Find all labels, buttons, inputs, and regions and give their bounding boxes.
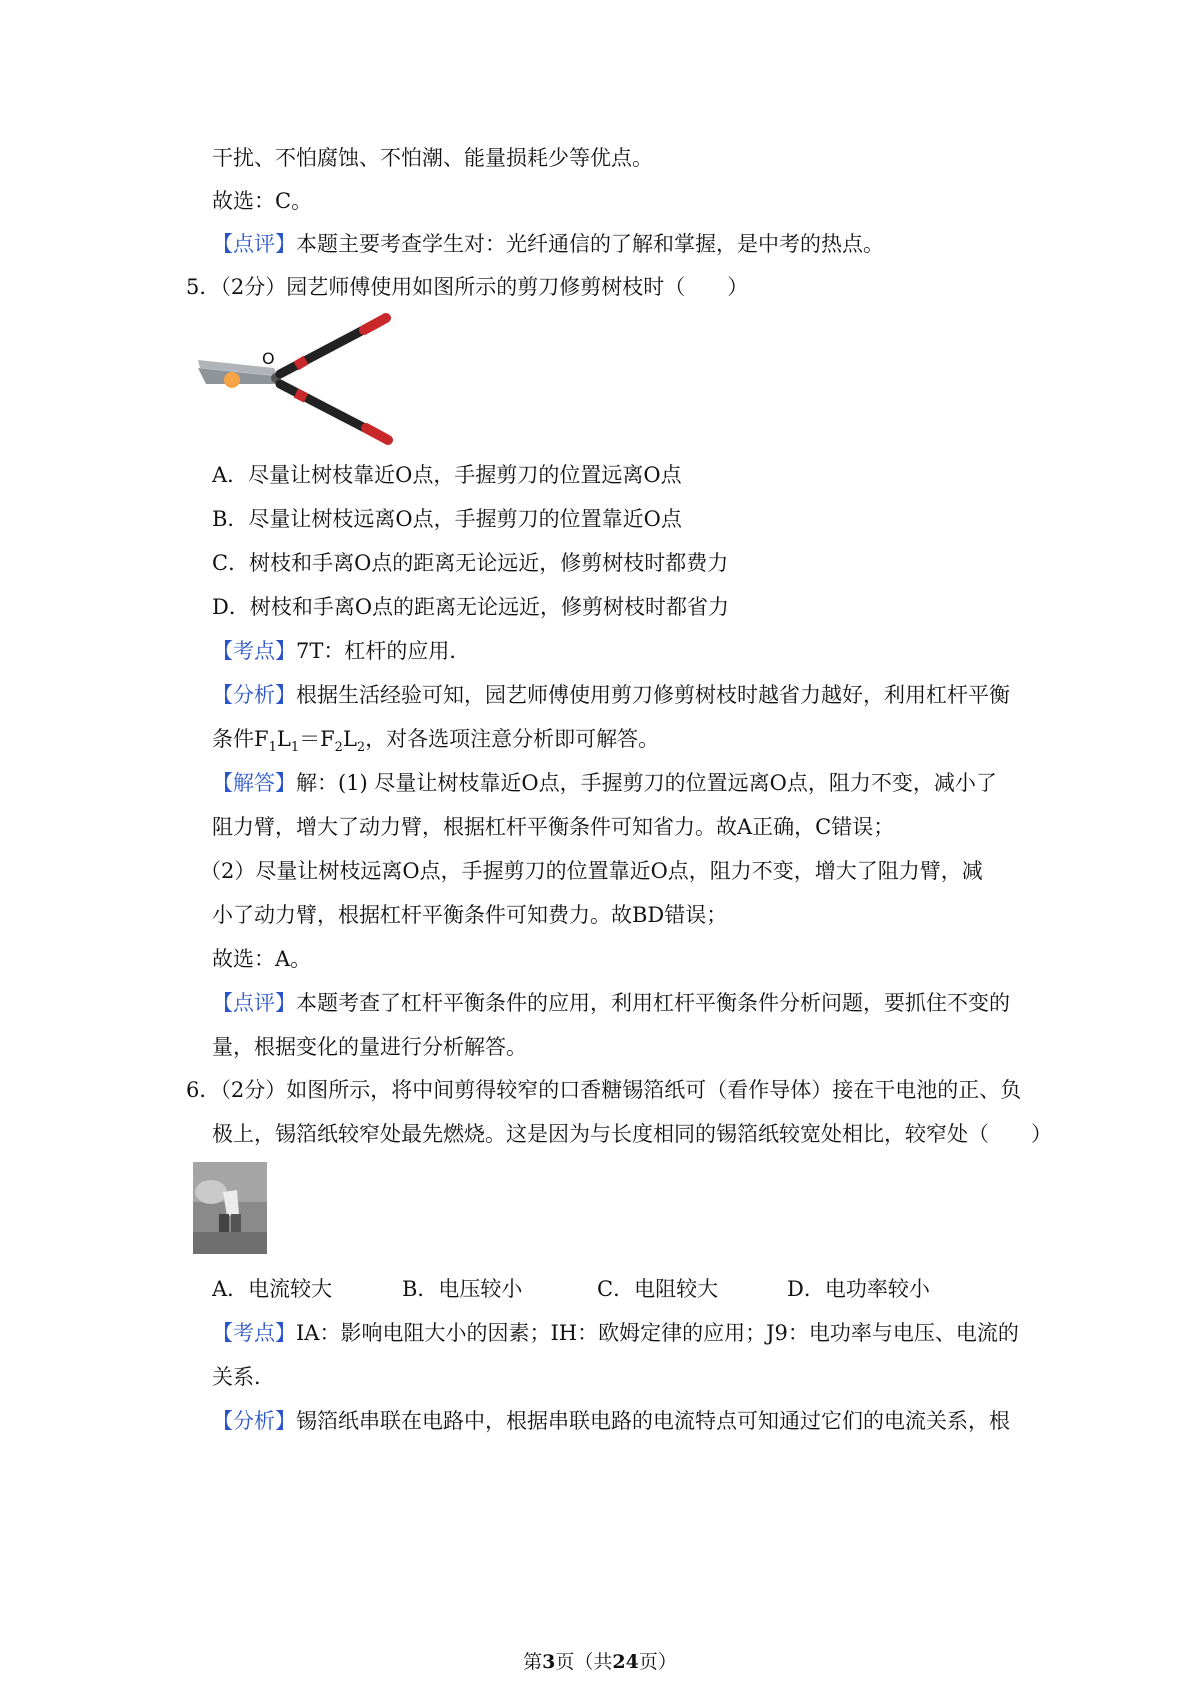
footer-pre: 第	[523, 1651, 543, 1673]
q5-dianping-line-2: 量，根据变化的量进行分析解答。	[212, 1035, 527, 1059]
comment-text: 本题主要考查学生对：光纤通信的了解和掌握，是中考的热点。	[296, 232, 884, 256]
formula-sub: 1	[268, 740, 277, 755]
formula-part: 条件F	[212, 727, 269, 751]
q6-option-a: A．电流较大	[212, 1277, 333, 1301]
fenxi-tag: 【分析】	[212, 683, 296, 707]
kaodian-tag: 【考点】	[212, 639, 296, 663]
formula-sub: 2	[356, 740, 366, 755]
q5-jieda-line-2: 阻力臂，增大了动力臂，根据杠杆平衡条件可知省力。故A正确，C错误；	[212, 815, 895, 839]
figure-label-o: O	[262, 349, 275, 368]
q5-fenxi-line-1	[212, 680, 1032, 710]
footer-mid: 页（共	[555, 1651, 613, 1673]
fenxi-text: 根据生活经验可知，园艺师傅使用剪刀修剪树枝时越省力越好，利用杠杆平衡	[296, 683, 1010, 707]
q5-kaodian	[212, 636, 1032, 666]
question-5-stem: 5．（2分）园艺师傅使用如图所示的剪刀修剪树枝时（ ）	[186, 275, 749, 299]
page-footer	[0, 1647, 1200, 1674]
jieda-tag: 【解答】	[212, 771, 296, 795]
q5-dianping-line-1	[212, 988, 1032, 1018]
comment-tag: 【点评】	[212, 232, 296, 256]
foil-photo	[193, 1162, 267, 1254]
question-6-stem-2: 极上，锡箔纸较窄处最先燃烧。这是因为与长度相同的锡箔纸较宽处相比，较窄处（ ）	[212, 1122, 1052, 1146]
q5-jieda-line-1	[212, 768, 1032, 798]
formula-part: L	[276, 727, 291, 751]
formula-part: ，对各选项注意分析即可解答。	[365, 727, 660, 751]
formula-part: ＝F	[299, 727, 335, 751]
q6-options	[212, 1274, 1032, 1304]
formula-sub: 1	[290, 740, 300, 755]
footer-post: 页）	[638, 1651, 677, 1673]
q5-jieda-line-4: 小了动力臂，根据杠杆平衡条件可知费力。故BD错误；	[212, 903, 728, 927]
q6-fenxi-line-1	[212, 1406, 1032, 1436]
fenxi-tag: 【分析】	[212, 1409, 296, 1433]
kaodian-text: 7T：杠杆的应用．	[296, 639, 471, 663]
kaodian-text: IA：影响电阻大小的因素；IH：欧姆定律的应用；J9：电功率与电压、电流的	[296, 1321, 1019, 1345]
intro-line-1: 干扰、不怕腐蚀、不怕潮、能量损耗少等优点。	[212, 146, 653, 170]
q6-option-b: B．电压较小	[402, 1277, 523, 1301]
q5-option-b: B．尽量让树枝远离O点，手握剪刀的位置靠近O点	[212, 507, 682, 531]
q6-option-c: C．电阻较大	[597, 1277, 719, 1301]
fenxi-text: 锡箔纸串联在电路中，根据串联电路的电流特点可知通过它们的电流关系，根	[296, 1409, 1010, 1433]
total-pages: 24	[612, 1651, 639, 1673]
q5-answer: 故选：A。	[212, 947, 312, 971]
shears-figure	[196, 310, 396, 450]
jieda-text: 解：(1) 尽量让树枝靠近O点，手握剪刀的位置远离O点，阻力不变，减小了	[296, 771, 997, 795]
q6-kaodian-line-2: 关系．	[212, 1365, 275, 1389]
q5-option-c: C．树枝和手离O点的距离无论远近，修剪树枝时都费力	[212, 551, 729, 575]
question-6-stem-1: 6．（2分）如图所示，将中间剪得较窄的口香糖锡箔纸可（看作导体）接在干电池的正、负	[186, 1078, 1022, 1102]
formula-part: L	[342, 727, 357, 751]
q5-option-d: D．树枝和手离O点的距离无论远近，修剪树枝时都省力	[212, 595, 730, 619]
kaodian-tag: 【考点】	[212, 1321, 296, 1345]
q6-option-d: D．电功率较小	[787, 1277, 930, 1301]
q5-fenxi-line-2	[212, 724, 1032, 763]
q5-jieda-line-3: （2）尽量让树枝远离O点，手握剪刀的位置靠近O点，阻力不变，增大了阻力臂，减	[200, 859, 983, 883]
dianping-text: 本题考查了杠杆平衡条件的应用，利用杠杆平衡条件分析问题，要抓住不变的	[296, 991, 1010, 1015]
q6-kaodian-line-1	[212, 1318, 1032, 1348]
intro-answer: 故选：C。	[212, 189, 313, 213]
q5-option-a: A．尽量让树枝靠近O点，手握剪刀的位置远离O点	[212, 463, 682, 487]
formula-sub: 2	[334, 740, 343, 755]
dianping-tag: 【点评】	[212, 991, 296, 1015]
intro-comment	[212, 229, 1032, 259]
page-number: 3	[542, 1651, 556, 1673]
